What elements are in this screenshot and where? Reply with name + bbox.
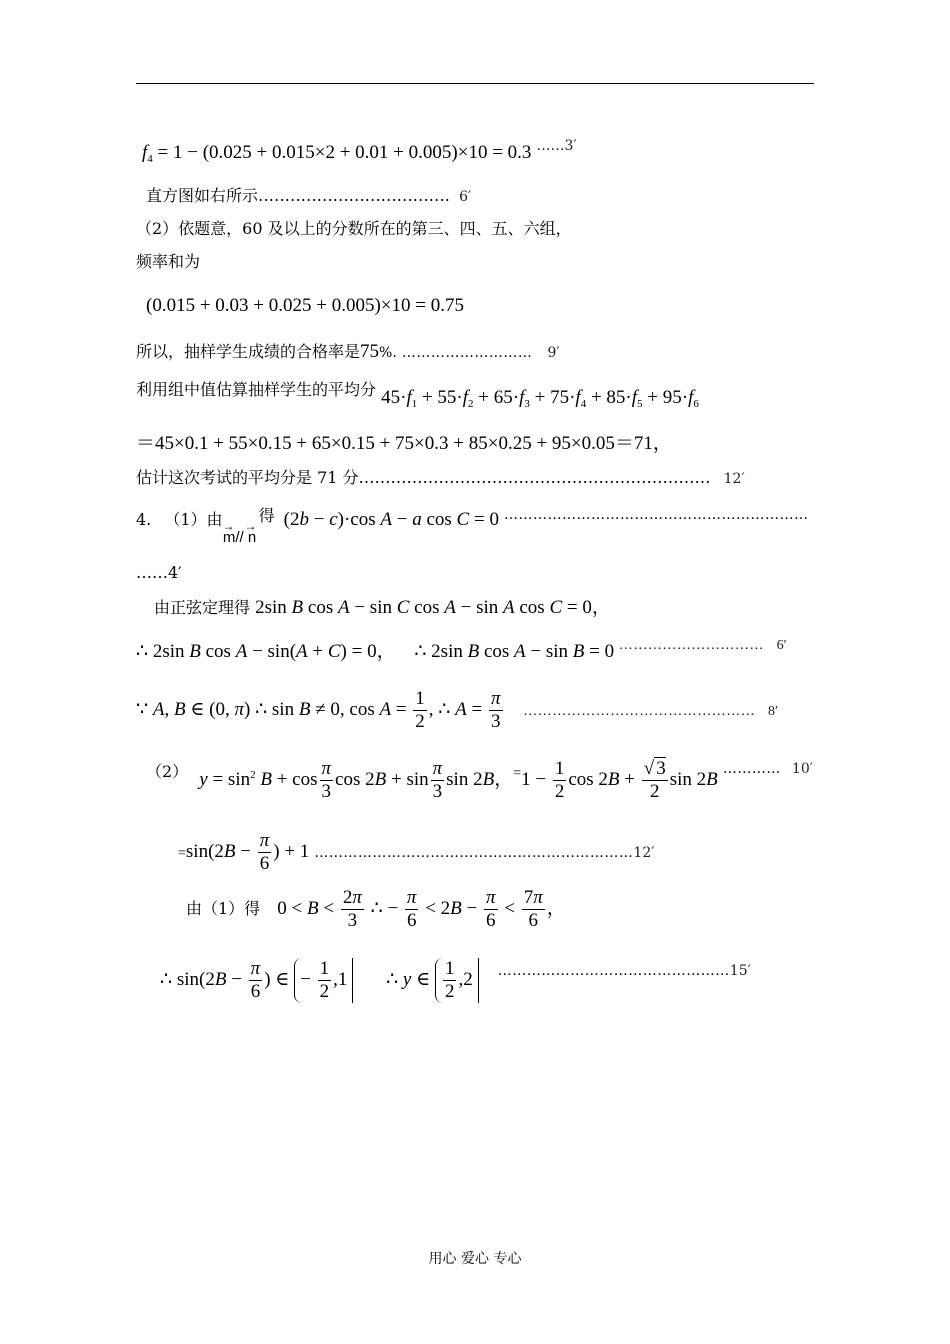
mean-estimate-text: 利用组中值估算抽样学生的平均分: [136, 380, 377, 399]
dot-leader: …………: [722, 760, 781, 777]
sine-rule-formula: 2sin B cos A − sin C cos A − sin A cos C = 0，: [255, 597, 611, 618]
pass-rate-line: [136, 342, 560, 363]
histogram-note: [146, 186, 471, 207]
dot-leader: ………………………: [401, 345, 533, 361]
simplified-function-line: [178, 830, 654, 875]
sine-rule-line: [154, 598, 611, 618]
mean-estimate-line: [136, 380, 699, 410]
simplified-function: =sin(2B − $\frac{\pi}{6}$ ) + 1: [178, 830, 310, 874]
pass-rate-percent: %.: [379, 345, 397, 361]
parallel-sign: //: [235, 529, 244, 546]
mean-conclusion: [136, 468, 745, 489]
question-number: 4.: [136, 510, 152, 529]
sine-rule-text: 由正弦定理得: [154, 598, 251, 617]
score-mark: 12′: [723, 471, 745, 487]
vector-m: m: [222, 529, 236, 546]
dot-leader: …………………………………………: [523, 703, 756, 719]
interval-bracket: $\frac{1}{2}$ ,2: [435, 958, 479, 1003]
range-y-line: [160, 958, 751, 1003]
angle-A-line: [136, 688, 778, 733]
range-B-text: 由（1）得: [186, 898, 261, 918]
pass-rate-value: 75: [360, 341, 380, 362]
histogram-note-text: 直方图如右所示………………………………: [146, 186, 451, 205]
part2-label: （2）: [146, 761, 189, 781]
range-y-formula: ∴ sin(2B − $\frac{\pi}{6}$ ) ∈ − $\frac{1}{2}$ ,1 ∴ y ∈ $\frac{1}{2}$ ,2: [160, 969, 479, 990]
score-mark: 8′: [768, 703, 779, 719]
vector-n: n: [247, 529, 257, 546]
dot-leader: …………………………: [618, 638, 764, 653]
score-mark: ……3′: [536, 138, 577, 154]
dot-leader: …………………………………………………………: [314, 844, 634, 861]
vector-parallel: → → m// n: [222, 519, 257, 546]
q4-part1-line: [136, 506, 809, 546]
mean-estimate-formula: $45\cdot f_1 + 55\cdot f_2 + 65\cdot f_3 + 75\cdot f_4 + 85\cdot f_5 + 95\cdot f_6$: [381, 387, 699, 410]
page-footer: 用心 爱心 专心: [428, 1251, 522, 1267]
frequency-sum-label: 频率和为: [136, 252, 201, 271]
frequency-f4-formula: $f_4 = 1 - (0.025 + 0.015\times 2 + 0.01 + 0.005)\times 10 = 0.3$: [142, 142, 532, 165]
score-mark-4: ……4′: [136, 563, 182, 582]
pass-rate-text: 所以，抽样学生成绩的合格率是: [136, 342, 361, 361]
angle-A-formula: ∵ A, B ∈ (0, π) ∴ sin B ≠ 0, cos A = $\frac{1}{2}$ , ∴ A = $\frac{\pi}{3}$: [136, 688, 501, 732]
score-mark: 6′: [459, 189, 472, 205]
part2-function-line: [146, 758, 813, 803]
interval-bracket: − $\frac{1}{2}$ ,1: [294, 958, 353, 1003]
score-mark: 15′: [729, 962, 751, 979]
header-rule: [136, 83, 814, 84]
q4-part1-text: （1）由: [164, 510, 223, 529]
range-B-formula: 0 < B < $\frac{2\pi}{3}$ ∴ − $\frac{\pi}{6}$ < 2B − $\frac{\pi}{6}$ < $\frac{7\pi}{6}$ ，: [277, 887, 566, 931]
range-B-line: [186, 887, 566, 932]
dot-leader: ………………………………………………………: [504, 507, 809, 523]
score-mark: 12′: [633, 844, 655, 861]
derivation-step-a: ∴ 2sin B cos A − sin(A + C) = 0，: [136, 641, 396, 662]
dot-leader: …………………………………………: [497, 962, 730, 979]
q4-de: 得: [258, 506, 275, 525]
mean-calculation: ＝45×0.1 + 55×0.15 + 65×0.15 + 75×0.3 + 85×0.25 + 95×0.05＝71，: [136, 433, 672, 454]
score-mark: 10′: [791, 760, 813, 777]
frequency-sum-formula: (0.015 + 0.03 + 0.025 + 0.005)×10 = 0.75: [146, 295, 464, 316]
mean-conclusion-text: 估计这次考试的平均分是 71 分…………………………………………………………: [136, 468, 711, 487]
score-mark: 9′: [547, 345, 560, 361]
score-mark: 6′: [776, 638, 787, 653]
derivation-line-6: [136, 638, 787, 664]
derivation-step-b: ∴ 2sin B cos A − sin B = 0: [414, 641, 615, 662]
frequency-f4-line: [142, 136, 577, 169]
function-expression: $y = \sin^2 B + \cos$ $\frac{\pi}{3}$ cos 2B + sin $\frac{\pi}{3}$ sin 2B，=1 − $\frac{1}{2}$ cos 2B + $\frac{√ 3}{2}$ sin 2B: [199, 758, 718, 802]
part2-intro: （2）依题意，60 及以上的分数所在的第三、四、五、六组，: [136, 219, 572, 238]
q4-equation: (2b − c)·cos A − a cos C = 0: [283, 509, 499, 530]
